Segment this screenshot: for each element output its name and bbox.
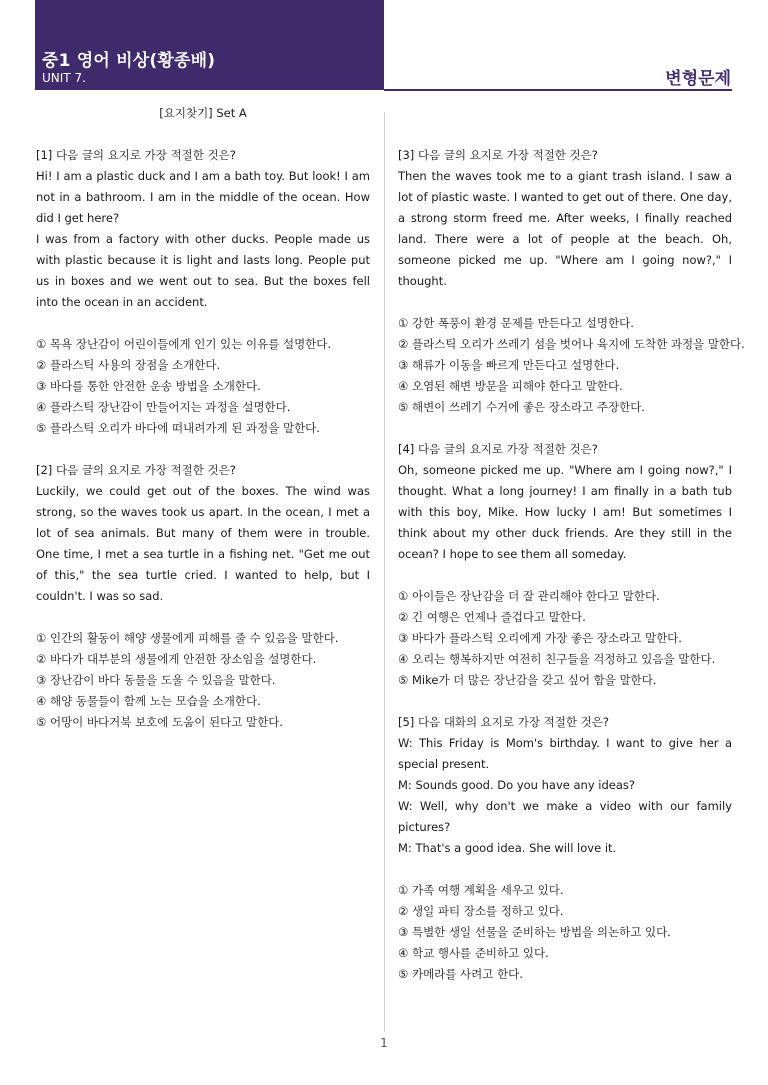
answer-option: ⑤ Mike가 더 많은 장난감을 갖고 싶어 함을 말한다. [398, 673, 657, 687]
question-heading: [1] 다음 글의 요지로 가장 적절한 것은? [36, 148, 236, 162]
answer-option: ② 생일 파티 장소를 정하고 있다. [398, 904, 564, 918]
answer-options [36, 628, 370, 733]
doc-title: 중1 영어 비상(황종배) [42, 51, 216, 71]
passage-paragraph: Oh, someone picked me up. "Where am I going now?," I thought. What a long journey! I am finally in a bath tub with this boy, Mike. How lucky I am! But sometimes I think about my other duck friends. Are they still in the ocean? I hope to see them all someday. [398, 463, 732, 561]
answer-option: ③ 해류가 이동을 빠르게 만든다고 설명한다. [398, 358, 620, 372]
question-block [36, 145, 370, 439]
set-label: [요지찾기] Set A [159, 106, 247, 120]
question-passage [398, 460, 732, 565]
doc-type-label: 변형문제 [665, 69, 731, 89]
header-rule [384, 89, 732, 91]
answer-option: ② 플라스틱 사용의 장점을 소개한다. [36, 358, 221, 372]
passage-paragraph: W: Well, why don't we make a video with our family pictures? [398, 799, 732, 834]
question-passage [398, 166, 732, 292]
answer-options [398, 880, 732, 985]
passage-paragraph: Luckily, we could get out of the boxes. The wind was strong, so the waves took us apart. In the ocean, I met a lot of sea animals. But many of them were in trouble. One time, I met a sea turtle in a fishing net. "Get me out of this," the sea turtle cried. I wanted to help, but I couldn't. I was so sad. [36, 484, 370, 603]
right-column [398, 145, 745, 1006]
answer-option: ① 아이들은 장난감을 더 잘 관리해야 한다고 말한다. [398, 589, 660, 603]
question-heading: [4] 다음 글의 요지로 가장 적절한 것은? [398, 442, 598, 456]
answer-options [398, 586, 732, 691]
answer-option: ① 목욕 장난감이 어린이들에게 인기 있는 이유를 설명한다. [36, 337, 332, 351]
question-passage [398, 733, 732, 859]
passage-paragraph: I was from a factory with other ducks. People made us with plastic because it is light and lasts long. People put us in boxes and we went out to sea. But the boxes fell into the ocean in an accident. [36, 232, 370, 309]
header-banner [35, 0, 384, 90]
answer-option: ④ 플라스틱 장난감이 만들어지는 과정을 설명한다. [36, 400, 291, 414]
question-block [398, 439, 732, 691]
answer-option: ② 플라스틱 오리가 쓰레기 섬을 벗어나 육지에 도착한 과정을 말한다. [398, 337, 745, 351]
answer-option: ② 바다가 대부분의 생물에게 안전한 장소임을 설명한다. [36, 652, 317, 666]
answer-option: ⑤ 플라스틱 오리가 바다에 떠내려가게 된 과정을 말한다. [36, 421, 320, 435]
passage-paragraph: M: Sounds good. Do you have any ideas? [398, 778, 636, 792]
question-heading: [5] 다음 대화의 요지로 가장 적절한 것은? [398, 715, 609, 729]
passage-paragraph: Hi! I am a plastic duck and I am a bath toy. But look! I am not in a bathroom. I am in the middle of the ocean. How did I get here? [36, 169, 370, 225]
unit-label: UNIT 7. [42, 71, 86, 85]
question-passage [36, 481, 370, 607]
answer-options [36, 334, 370, 439]
passage-paragraph: M: That's a good idea. She will love it. [398, 841, 617, 855]
answer-option: ② 긴 여행은 언제나 즐겁다고 말한다. [398, 610, 586, 624]
answer-option: ① 가족 여행 계획을 세우고 있다. [398, 883, 564, 897]
question-block [398, 712, 732, 985]
column-divider [384, 112, 385, 1032]
answer-options [398, 313, 745, 418]
answer-option: ⑤ 카메라를 사려고 한다. [398, 967, 523, 981]
answer-option: ④ 해양 동물들이 함께 노는 모습을 소개한다. [36, 694, 261, 708]
left-column [36, 103, 370, 754]
answer-option: ① 인간의 활동이 해양 생물에게 피해를 줄 수 있음을 말한다. [36, 631, 339, 645]
answer-option: ⑤ 어망이 바다거북 보호에 도움이 된다고 말한다. [36, 715, 283, 729]
question-heading: [3] 다음 글의 요지로 가장 적절한 것은? [398, 148, 598, 162]
question-heading: [2] 다음 글의 요지로 가장 적절한 것은? [36, 463, 236, 477]
answer-option: ④ 오리는 행복하지만 여전히 친구들을 걱정하고 있음을 말한다. [398, 652, 716, 666]
answer-option: ⑤ 해변이 쓰레기 수거에 좋은 장소라고 주장한다. [398, 400, 645, 414]
page-number: 1 [380, 1036, 388, 1050]
answer-option: ③ 장난감이 바다 동물을 도울 수 있음을 말한다. [36, 673, 276, 687]
answer-option: ④ 학교 행사를 준비하고 있다. [398, 946, 549, 960]
passage-paragraph: Then the waves took me to a giant trash island. I saw a lot of plastic waste. I wanted to get out of there. One day, a strong storm freed me. After weeks, I finally reached land. There were a lot of people at the beach. Oh, someone picked me up. "Where am I going now?," I thought. [398, 169, 732, 288]
passage-paragraph: W: This Friday is Mom's birthday. I want to give her a special present. [398, 736, 732, 771]
question-block [36, 460, 370, 733]
question-block [398, 145, 745, 418]
answer-option: ④ 오염된 해변 방문을 피해야 한다고 말한다. [398, 379, 623, 393]
answer-option: ① 강한 폭풍이 환경 문제를 만든다고 설명한다. [398, 316, 634, 330]
question-passage [36, 166, 370, 313]
answer-option: ③ 특별한 생일 선물을 준비하는 방법을 의논하고 있다. [398, 925, 671, 939]
answer-option: ③ 바다를 통한 안전한 운송 방법을 소개한다. [36, 379, 261, 393]
answer-option: ③ 바다가 플라스틱 오리에게 가장 좋은 장소라고 말한다. [398, 631, 682, 645]
